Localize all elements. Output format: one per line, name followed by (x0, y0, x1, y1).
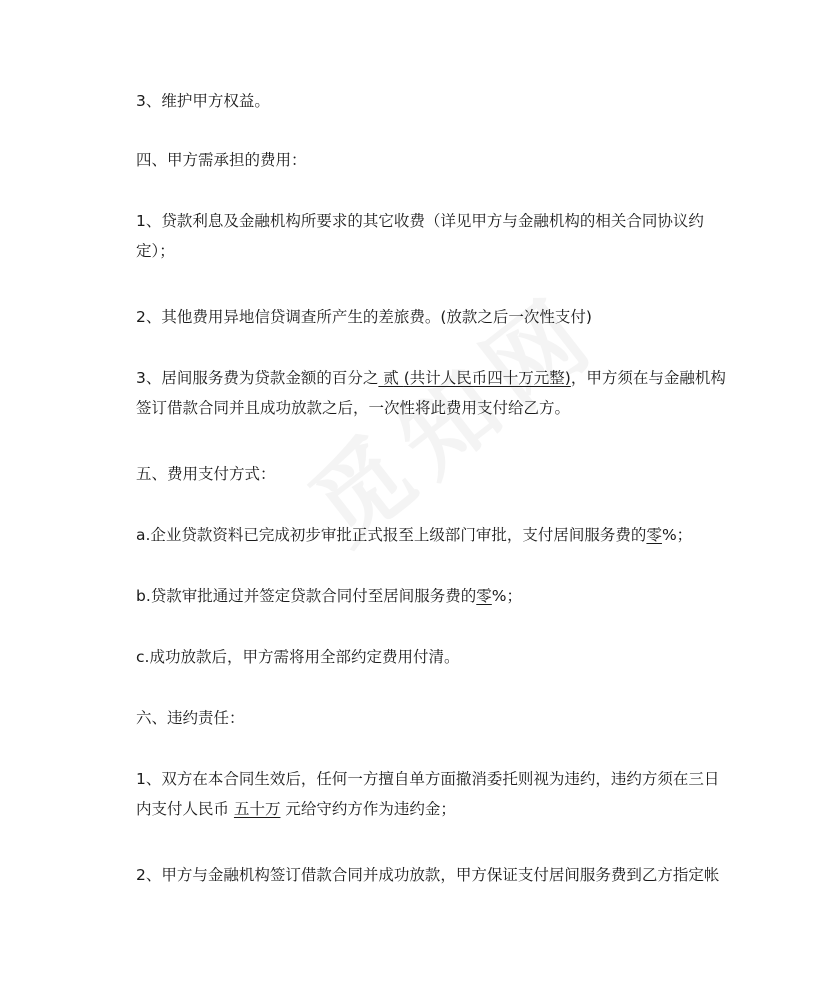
breach-text-after: 元给守约方作为违约金； (280, 800, 456, 818)
payment-a-value: 零 (646, 526, 662, 544)
service-fee-total: (共计人民币四十万元整) (403, 369, 571, 387)
clause-payment-a (104, 520, 732, 550)
section-heading-breach: 六、违约责任： (136, 709, 245, 727)
clause-fee-guarantee: 2、甲方与金融机构签订借款合同并成功放款，甲方保证支付居间服务费到乙方指定帐 (136, 866, 720, 884)
clause-payment-c: c.成功放款后，甲方需将用全部约定费用付清。 (136, 648, 460, 666)
payment-b-value: 零 (476, 587, 492, 605)
payment-b-text-before: b.贷款审批通过并签定贷款合同付至居间服务费的 (136, 587, 477, 605)
clause-payment-b (104, 581, 732, 611)
payment-b-text-after: %； (491, 587, 523, 605)
service-fee-text-after: ，甲方须在与金融机构签订借款合同并且成功放款之后，一次性将此费用支付给乙方。 (136, 369, 726, 417)
section-heading-fees: 四、甲方需承担的费用： (136, 151, 307, 169)
payment-a-text-before: a.企业贷款资料已完成初步审批正式报至上级部门审批，支付居间服务费的 (136, 526, 647, 544)
payment-a-text-after: %； (661, 526, 693, 544)
breach-text-before: 1、双方在本合同生效后，任何一方擅自单方面撤消委托则视为违约，违约方须在三日内支付人民币 (136, 770, 720, 818)
clause-loan-interest: 1、贷款利息及金融机构所要求的其它收费（详见甲方与金融机构的相关合同协议约定）； (136, 212, 704, 260)
clause-service-fee (104, 363, 732, 423)
service-fee-rate: 贰 (378, 369, 404, 387)
clause-breach-penalty (104, 764, 732, 824)
service-fee-text-before: 3、居间服务费为贷款金额的百分之 (136, 369, 379, 387)
breach-amount: 五十万 (233, 800, 281, 818)
section-heading-payment: 五、费用支付方式： (136, 465, 276, 483)
clause-travel-expenses: 2、其他费用异地信贷调查所产生的差旅费。(放款之后一次性支付) (136, 308, 592, 326)
clause-protect-party-a: 3、维护甲方权益。 (136, 92, 270, 110)
